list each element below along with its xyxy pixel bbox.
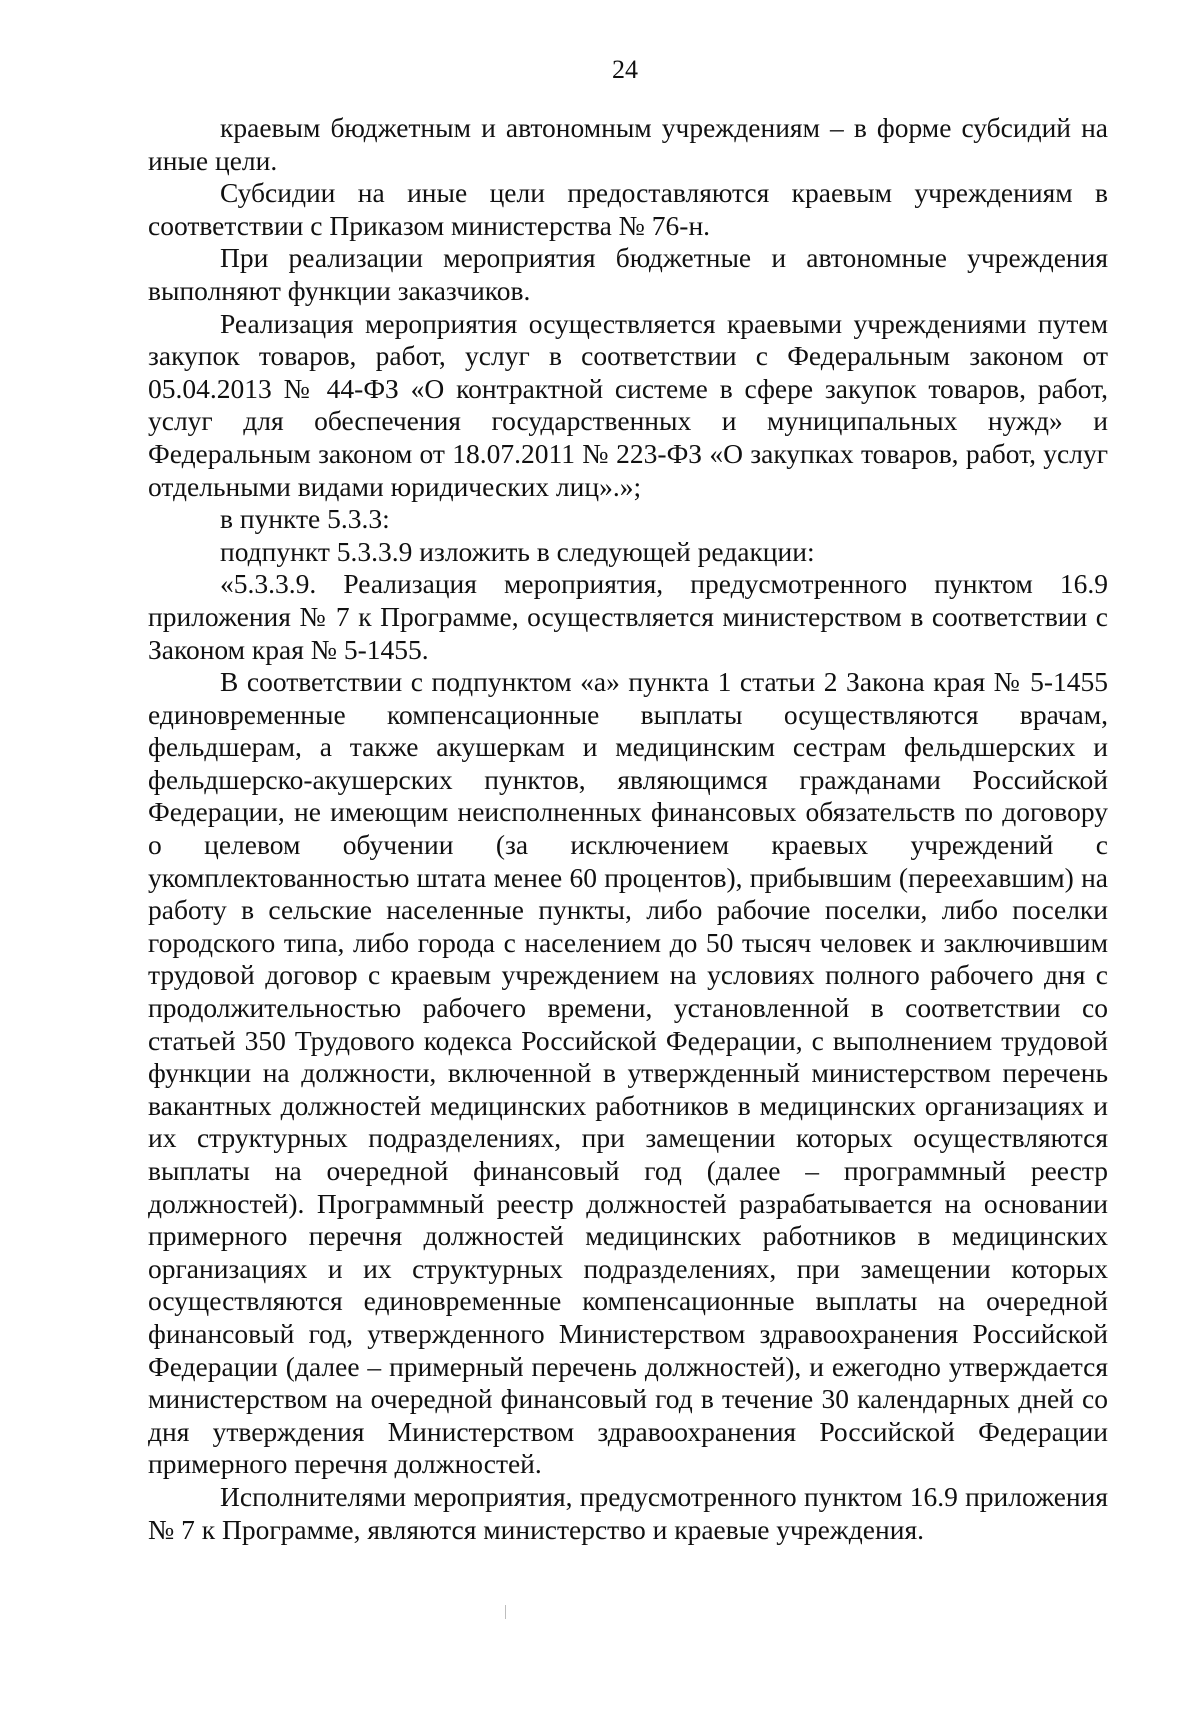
paragraph-customer-functions: При реализации мероприятия бюджетные и автономные учреждения выполняют функции заказчиков. bbox=[148, 242, 1108, 306]
paragraph-in-clause: в пункте 5.3.3: bbox=[220, 503, 390, 535]
paragraph-executors: Исполнителями мероприятия, предусмотренного пунктом 16.9 приложения № 7 к Программе, являются министерство и краевые учреждения. bbox=[148, 1480, 1108, 1545]
page-number: 24 bbox=[612, 55, 638, 84]
paragraph-subclause-edit: подпункт 5.3.3.9 изложить в следующей редакции: bbox=[220, 535, 815, 567]
document-body bbox=[148, 112, 1108, 1546]
paragraph-subsidy-forms: краевым бюджетным и автономным учреждениям – в форме субсидий на иные цели. bbox=[148, 112, 1108, 176]
paragraph-procurement-laws: Реализация мероприятия осуществляется краевыми учреждениями путем закупок товаров, работ, услуг в соответствии с Федеральным законом от 05.04.2013 № 44-ФЗ «О контрактной системе в сфере закупок товаров, работ, услуг для обеспечения государственных и муниципальных нужд» и Федеральным законом от 18.07.2011 № 223-ФЗ «О закупках товаров, работ, услуг отдельными видами юридических лиц».»; bbox=[148, 307, 1108, 502]
paragraph-compensation-payments: В соответствии с подпунктом «а» пункта 1 статьи 2 Закона края № 5-1455 единовременные компенсационные выплаты осуществляются врачам, фельдшерам, а также акушеркам и медицинским сестрам фельдшерских и фельдшерско-акушерских пунктов, являющимся гражданами Российской Федерации, не имеющим неисполненных финансовых обязательств по договору о целевом обучении (за исключением краевых учреждений с укомплектованностью штата менее 60 процентов), прибывшим (переехавшим) на работу в сельские населенные пункты, либо рабочие поселки, либо поселки городского типа, либо города с населением до 50 тысяч человек и заключившим трудовой договор с краевым учреждением на условиях полного рабочего дня с продолжительностью рабочего времени, установленной в соответствии со статьей 350 Трудового кодекса Российской Федерации, с выполнением трудовой функции на должности, включенной в утвержденный министерством перечень вакантных должностей медицинских работников в медицинских организациях и их структурных подразделениях, при замещении которых осуществляются выплаты на очередной финансовый год (далее – программный реестр должностей). Программный реестр должностей разрабатывается на основании примерного перечня должностей медицинских работников в медицинских организациях и их структурных подразделениях, при замещении которых осуществляются единовременные компенсационные выплаты на очередной финансовый год, утвержденного Министерством здравоохранения Российской Федерации (далее – примерный перечень должностей), и ежегодно утверждается министерством на очередной финансовый год в течение 30 календарных дней со дня утверждения Министерством здравоохранения Российской Федерации примерного перечня должностей. bbox=[148, 666, 1108, 1480]
paragraph-5-3-3-9: «5.3.3.9. Реализация мероприятия, предусмотренного пунктом 16.9 приложения № 7 к Программе, осуществляется министерством в соответствии с Законом края № 5-1455. bbox=[148, 568, 1108, 665]
scan-mark bbox=[505, 1605, 506, 1619]
paragraph-subsidy-order: Субсидии на иные цели предоставляются краевым учреждениям в соответствии с Приказом министерства № 76-н. bbox=[148, 177, 1108, 241]
